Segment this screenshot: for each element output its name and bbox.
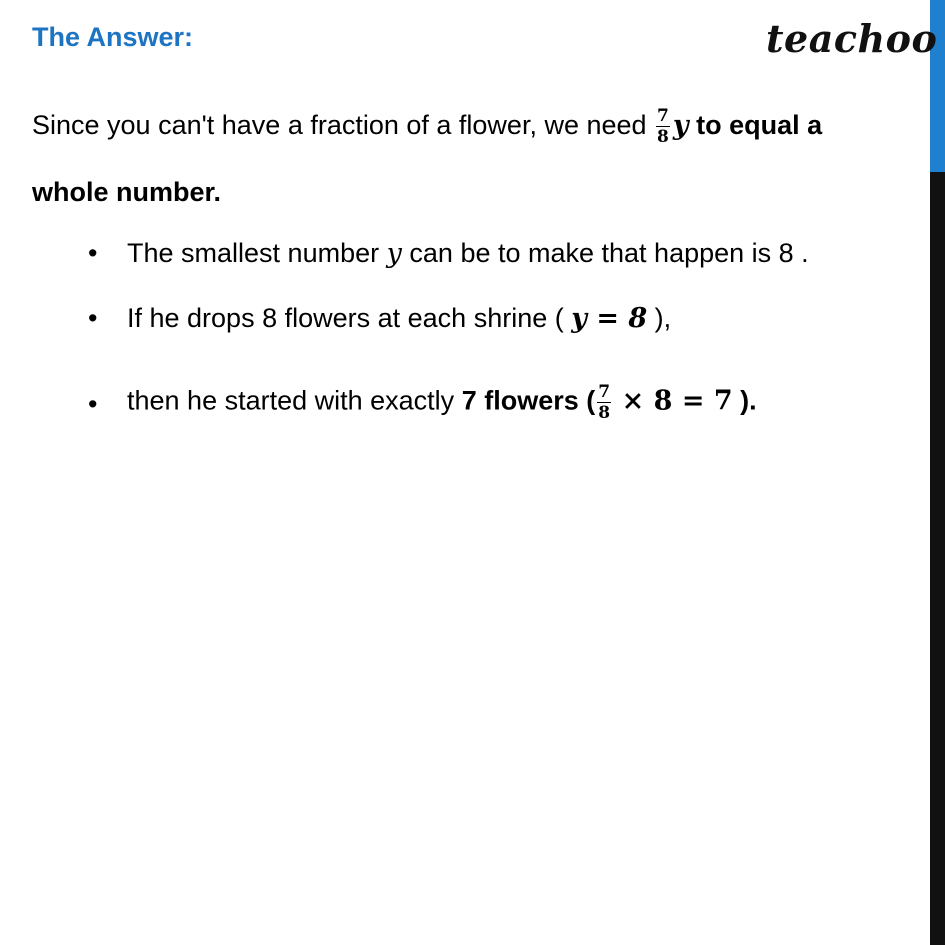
teachoo-logo: teachoo [766,16,938,61]
page-title: The Answer: [32,22,194,52]
answer-paragraph [32,92,902,225]
bullet-icon: • [88,389,98,419]
fraction-seven-eighths [597,382,611,423]
list-item-text: If he drops 8 flowers at each shrine ( [127,303,564,333]
fraction-numerator: 7 [598,382,611,402]
bullet-icon: • [88,303,98,333]
fraction-denominator: 8 [657,127,669,148]
list-item-text: ), [654,303,672,333]
fraction-numerator: 7 [657,106,669,127]
emphasis-text-2: whole number. [32,177,222,207]
math-variable-y: y [386,238,402,269]
emphasis-text: ). [740,385,757,416]
emphasis-text: to equal a [696,110,823,140]
emphasis-text: 7 flowers ( [461,385,596,416]
fraction-seven-eighths [656,106,670,147]
math-variable-y: y [672,110,689,141]
bullet-icon: • [88,238,98,268]
math-equation: × 8 = 7 [621,385,733,417]
list-item-text: then he started with exactly [127,385,455,416]
list-item-text: The smallest number [127,238,380,268]
list-item-text: can be to make that happen is 8 . [409,238,809,268]
fraction-denominator: 8 [598,403,611,423]
math-equation: y = 8 [571,303,648,334]
paragraph-text: Since you can't have a fraction of a flower, we need [32,110,647,140]
scrollbar[interactable] [930,0,945,945]
